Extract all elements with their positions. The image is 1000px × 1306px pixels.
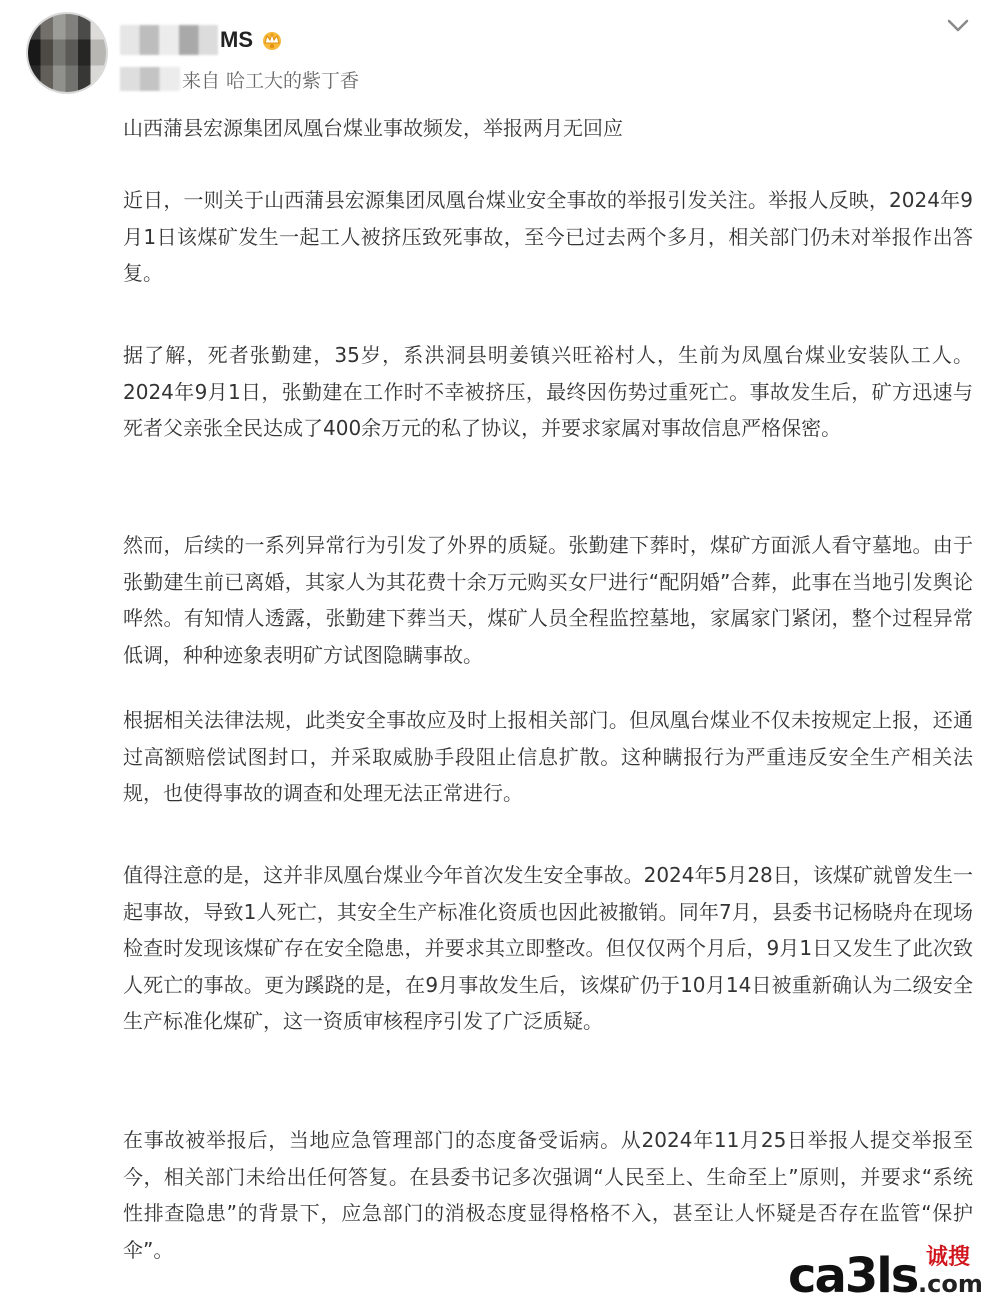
- author-row: [120, 22, 285, 58]
- username[interactable]: MS: [220, 27, 253, 52]
- watermark-brand: ca3ls: [788, 1248, 918, 1304]
- paragraph-5: 值得注意的是，这并非凤凰台煤业今年首次发生安全事故。2024年5月28日，该煤矿就曾发生一起事故，导致1人死亡，其安全生产标准化资质也因此被撤销。同年7月，县委书记杨晓舟在现场检查时发现该煤矿存在安全隐患，并要求其立即整改。但仅仅两个月后，9月1日又发生了此次致人死亡的事故。更为蹊跷的是，在9月事故发生后，该煤矿仍于10月14日被重新确认为二级安全生产标准化煤矿，这一资质审核程序引发了广泛质疑。: [123, 863, 973, 1033]
- avatar-mosaic: [28, 14, 106, 92]
- username-mosaic: [120, 25, 218, 55]
- post-header: [0, 0, 1000, 110]
- paragraph-2: 据了解，死者张勤建，35岁，系洪洞县明姜镇兴旺裕村人，生前为凤凰台煤业安装队工人。2024年9月1日，张勤建在工作时不幸被挤压，最终因伤势过重死亡。事故发生后，矿方迅速与死者父亲张全民达成了400余万元的私了协议，并要求家属对事故信息严格保密。: [123, 343, 973, 440]
- paragraph-6: 在事故被举报后，当地应急管理部门的态度备受诟病。从2024年11月25日举报人提交举报至今，相关部门未给出任何答复。在县委书记多次强调“人民至上、生命至上”原则，并要求“系统性排查隐患”的背景下，应急部门的消极态度显得格格不入，甚至让人怀疑是否存在监管“保护伞”。: [123, 1128, 973, 1262]
- post-meta: [120, 64, 359, 94]
- watermark-logo: [788, 1240, 993, 1302]
- post-title: 山西蒲县宏源集团凤凰台煤业事故频发，举报两月无回应: [123, 116, 623, 140]
- post-source[interactable]: 来自 哈工大的紫丁香: [182, 69, 360, 92]
- paragraph-3: 然而，后续的一系列异常行为引发了外界的质疑。张勤建下葬时，煤矿方面派人看守墓地。由于张勤建生前已离婚，其家人为其花费十余万元购买女尸进行“配阴婚”合葬，此事在当地引发舆论哗然。有知情人透露，张勤建下葬当天，煤矿人员全程监控墓地，家属家门紧闭，整个过程异常低调，种种迹象表明矿方试图隐瞒事故。: [123, 533, 973, 667]
- crown-badge-icon: [259, 29, 285, 51]
- watermark-domain: .com: [918, 1270, 983, 1298]
- chevron-down-icon[interactable]: [940, 12, 976, 40]
- paragraph-1: 近日，一则关于山西蒲县宏源集团凤凰台煤业安全事故的举报引发关注。举报人反映，2024年9月1日该煤矿发生一起工人被挤压致死事故，至今已过去两个多月，相关部门仍未对举报作出答复。: [123, 188, 973, 285]
- watermark-cn: 诚搜: [926, 1245, 971, 1270]
- paragraph-4: 根据相关法律法规，此类安全事故应及时上报相关部门。但凤凰台煤业不仅未按规定上报，还通过高额赔偿试图封口，并采取威胁手段阻止信息扩散。这种瞒报行为严重违反安全生产相关法规，也使得事故的调查和处理无法正常进行。: [123, 708, 973, 805]
- time-mosaic: [120, 67, 180, 91]
- avatar[interactable]: [28, 14, 106, 92]
